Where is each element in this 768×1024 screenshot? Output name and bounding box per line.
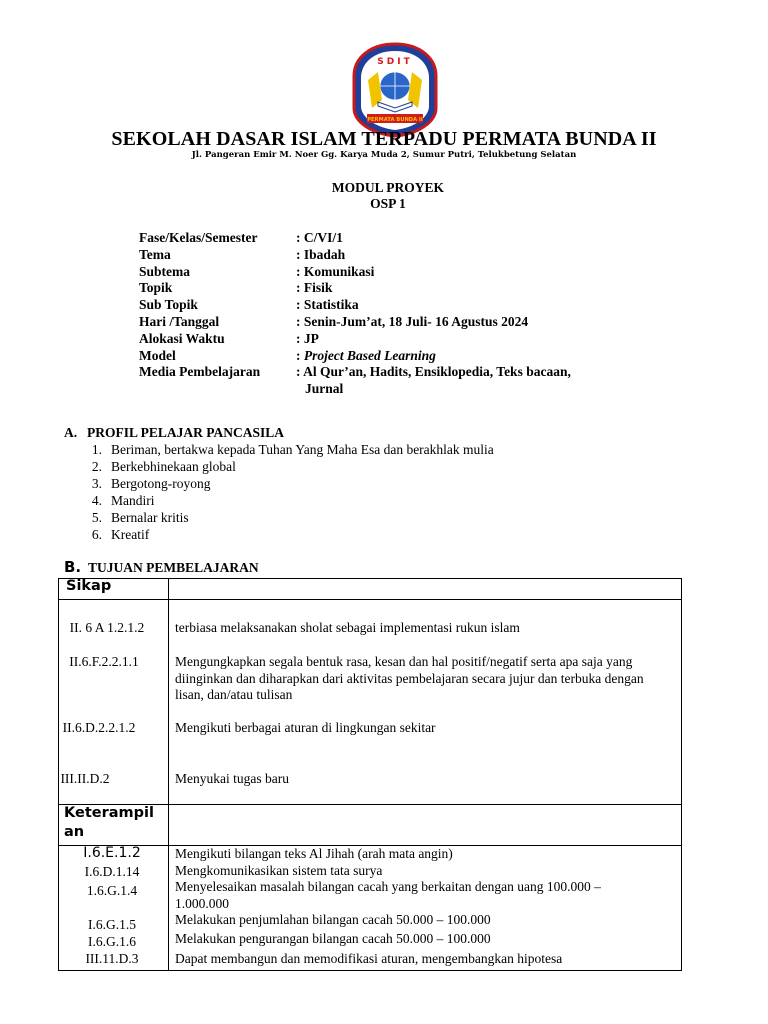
table-description: Melakukan pengurangan bilangan cacah 50.000 – 100.000	[175, 931, 491, 946]
table-description: Melakukan penjumlahan bilangan cacah 50.000 – 100.000	[175, 912, 491, 927]
section-profil	[64, 424, 494, 543]
table-description	[175, 879, 675, 912]
info-row	[139, 297, 636, 314]
sikap-header: Sikap	[66, 578, 112, 594]
module-info	[139, 230, 636, 398]
list-text: Beriman, bertakwa kepada Tuhan Yang Maha Esa dan berakhlak mulia	[111, 442, 494, 457]
list-text: Mandiri	[111, 493, 155, 508]
keterampilan-header-line: an	[64, 824, 85, 840]
section-tujuan-heading	[64, 558, 259, 576]
info-value-prefix: :	[296, 347, 304, 363]
keterampilan-header	[64, 804, 154, 842]
info-value: : C/VI/1	[296, 230, 343, 245]
list-item	[64, 458, 494, 475]
school-address: Jl. Pangeran Emir M. Noer Gg. Karya Muda 2, Sumur Putri, Telukbetung Selatan	[191, 150, 577, 160]
info-value: : Fisik	[296, 280, 333, 296]
info-row	[139, 230, 636, 247]
info-label: Model	[139, 347, 176, 363]
list-text: Kreatif	[111, 527, 150, 542]
section-title: PROFIL PELAJAR PANCASILA	[87, 425, 285, 440]
list-text: Bernalar kritis	[111, 510, 189, 525]
section-letter: A.	[64, 425, 78, 440]
info-label: Topik	[139, 280, 173, 296]
table-description: Mengikuti bilangan teks Al Jihah (arah mata angin)	[175, 846, 453, 861]
section-title: TUJUAN PEMBELAJARAN	[88, 560, 259, 575]
list-item	[64, 509, 494, 526]
table-description: Mengikuti berbagai aturan di lingkungan sekitar	[175, 720, 436, 735]
keterampilan-header-line: Keterampil	[64, 805, 154, 821]
info-value-line: : Al Qur’an, Hadits, Ensiklopedia, Teks bacaan,	[296, 364, 571, 380]
svg-text:PERMATA BUNDA II: PERMATA BUNDA II	[367, 117, 423, 123]
info-value: : Ibadah	[296, 246, 346, 262]
table-description: Mengungkapkan segala bentuk rasa, kesan dan hal positif/negatif serta apa saja yang diinginkan dan diharapkan dari aktivitas pembelajaran secara jujur dan terbuka dengan lisan, dan/atau tulisan	[175, 654, 644, 702]
info-row	[139, 314, 636, 331]
info-label: Alokasi Waktu	[139, 330, 225, 346]
section-heading	[64, 424, 494, 441]
list-number: 4.	[91, 493, 102, 508]
table-code: I.6.G.1.5	[88, 917, 136, 932]
table-code: III.II.D.2	[60, 771, 110, 786]
table-code: I.6.E.1.2	[83, 845, 141, 861]
info-value-line: Jurnal	[305, 381, 344, 397]
info-row	[139, 247, 636, 264]
table-code: I.6.D.1.14	[84, 864, 140, 879]
document-title	[0, 180, 768, 212]
list-item	[64, 526, 494, 543]
info-row	[139, 331, 636, 348]
list-number: 3.	[91, 476, 102, 491]
info-row	[139, 364, 636, 398]
table-code: II. 6 A 1.2.1.2	[69, 620, 145, 635]
table-description: Mengkomunikasikan sistem tata surya	[175, 863, 383, 878]
table-description: Menyukai tugas baru	[175, 771, 289, 786]
svg-text:SDIT: SDIT	[377, 57, 413, 67]
list-item	[64, 441, 494, 458]
info-value	[296, 348, 636, 365]
info-value: : Statistika	[296, 297, 359, 313]
profil-list	[64, 441, 494, 543]
info-value: : Komunikasi	[296, 263, 375, 279]
table-code: II.6.D.2.2.1.2	[62, 720, 136, 735]
list-number: 2.	[91, 459, 102, 474]
school-logo	[350, 42, 440, 138]
list-item	[64, 492, 494, 509]
info-label: Subtema	[139, 263, 191, 279]
info-label: Tema	[139, 246, 171, 262]
table-description: Dapat membangun dan memodifikasi aturan, mengembangkan hipotesa	[175, 951, 563, 966]
table-description-line: 1.000.000	[175, 895, 229, 911]
table-column-divider	[168, 578, 169, 971]
table-code: 1.6.G.1.4	[86, 883, 138, 898]
info-label: Fase/Kelas/Semester	[139, 230, 258, 245]
info-value	[296, 364, 636, 398]
info-value-italic: Project Based Learning	[303, 347, 436, 363]
table-code: III.11.D.3	[85, 951, 139, 966]
title-line-1: MODUL PROYEK	[331, 180, 445, 195]
list-text: Bergotong-royong	[111, 476, 211, 491]
list-number: 6.	[91, 527, 102, 542]
list-number: 1.	[91, 442, 102, 457]
info-value: : JP	[296, 330, 319, 346]
list-text: Berkebhinekaan global	[111, 459, 236, 474]
info-label: Sub Topik	[139, 297, 198, 313]
table-description: terbiasa melaksanakan sholat sebagai implementasi rukun islam	[175, 620, 520, 635]
info-row	[139, 264, 636, 281]
school-name: SEKOLAH DASAR ISLAM TERPADU PERMATA BUNDA II	[111, 128, 657, 150]
info-value: : Senin-Jum’at, 18 Juli- 16 Agustus 2024	[296, 313, 529, 329]
list-item	[64, 475, 494, 492]
table-description-line: Menyelesaikan masalah bilangan cacah yang berkaitan dengan uang 100.000 –	[175, 879, 601, 894]
table-row-divider	[58, 599, 682, 600]
list-number: 5.	[91, 510, 102, 525]
info-row	[139, 348, 636, 365]
title-line-2: OSP 1	[370, 196, 406, 211]
info-label: Hari /Tanggal	[139, 313, 220, 329]
section-letter: B.	[64, 558, 82, 576]
table-code: I.6.G.1.6	[88, 934, 136, 949]
info-row	[139, 280, 636, 297]
table-code: II.6.F.2.2.1.1	[69, 654, 139, 669]
info-label: Media Pembelajaran	[139, 364, 261, 380]
